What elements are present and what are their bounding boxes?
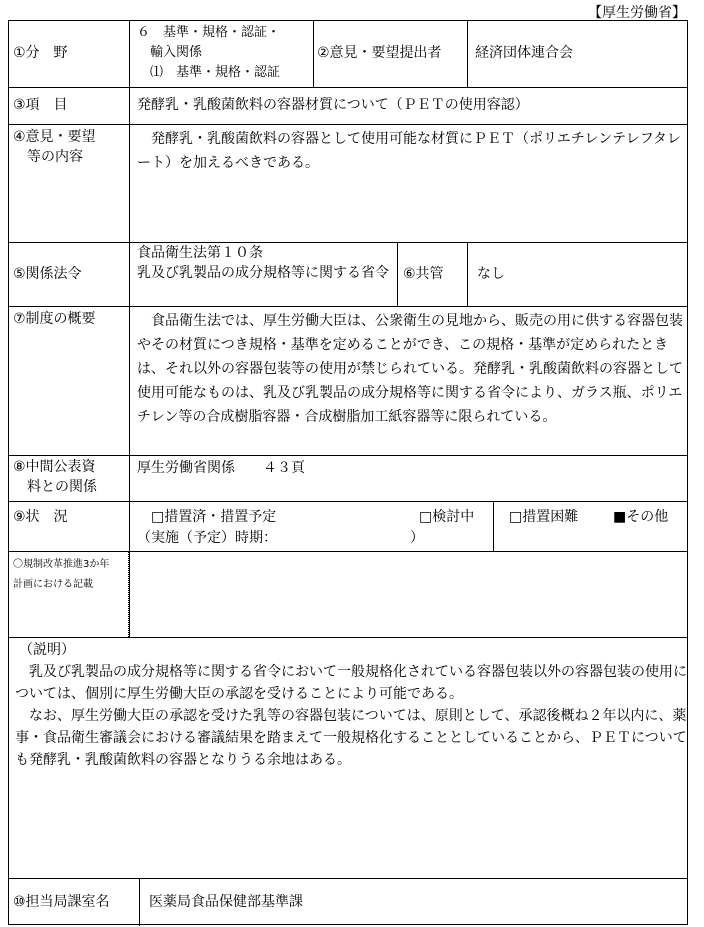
- opinion-value: 発酵乳・乳酸菌飲料の容器として使用可能な材質にＰＥＴ（ポリエチレンテレフタレート）を加えるべきである。: [137, 131, 681, 171]
- status-option-implemented: □措置済・措置予定: [151, 509, 277, 525]
- status-schedule: （実施（予定）時期： ）: [137, 530, 424, 546]
- laws-value: 食品衛生法第１０条 乳及び乳製品の成分規格等に関する省令: [137, 245, 389, 281]
- column-divider: [397, 242, 398, 306]
- field-label: ①分 野: [13, 45, 68, 61]
- opinion-form: [8, 20, 688, 925]
- row-divider: [9, 551, 687, 552]
- explanation-para1: 乳及び乳製品の成分規格等に関する省令において一般規格化されている容器包装以外の容器包装の使用については、個別に厚生労働大臣の承認を受けることにより可能である。: [15, 664, 687, 702]
- row-divider: [9, 124, 687, 125]
- row-divider: [9, 87, 687, 88]
- row-divider: [9, 878, 687, 879]
- status-option-difficult: □措置困難: [509, 509, 579, 525]
- explanation-para2: なお、厚生労働大臣の承認を受けた乳等の容器包装については、原則として、承認後概ね２年以内に、薬事・食品衛生審議会における審議結果を踏まえて一般規格化することとしていることから、ＰＥＴについても発酵乳・乳酸菌飲料の容器となりうる余地はある。: [15, 708, 687, 768]
- field-value: ６ 基準・規格・認証・ 輸入関係 ⑴ 基準・規格・認証: [137, 25, 281, 80]
- column-divider: [313, 21, 314, 87]
- laws-label: ⑤関係法令: [13, 266, 82, 282]
- system-value: 食品衛生法では、厚生労働大臣は、公衆衛生の見地から、販売の用に供する容器包装やその材質につき規格・基準を定めることができ、この規格・基準が定められたときは、それ以外の容器包装等の使用が禁じられている。発酵乳・乳酸菌飲料の容器として使用可能なものは、乳及び乳製品の成分規格等に関する省令により、ガラス瓶、ポリエチレン等の合成樹脂容器・合成樹脂加工紙容器等に限られている。: [137, 313, 683, 425]
- row-divider: [9, 501, 687, 502]
- opinion-label: ④意見・要望 等の内容: [13, 129, 96, 165]
- status-option-other: ■その他: [613, 509, 669, 525]
- explanation-title: （説明）: [19, 642, 75, 658]
- submitter-value: 経済団体連合会: [475, 45, 573, 61]
- column-divider: [493, 501, 494, 551]
- status-label: ⑨状 況: [13, 509, 68, 525]
- label-column-divider: [129, 21, 130, 637]
- office-label: ⑩担当局課室名: [13, 894, 110, 910]
- plan-dotted-divider: [128, 551, 129, 637]
- system-label: ⑦制度の概要: [13, 311, 96, 327]
- item-label: ③項 目: [13, 97, 68, 113]
- jurisdiction-label: ⑥共管: [403, 266, 444, 282]
- row-divider: [9, 306, 687, 307]
- item-value: 発酵乳・乳酸菌飲料の容器材質について（ＰＥＴの使用容認）: [137, 97, 529, 113]
- row-divider: [9, 455, 687, 456]
- column-divider: [467, 21, 468, 87]
- plan-label: 〇規制改革推進3か年 計画における記載: [13, 559, 110, 590]
- column-divider: [467, 242, 468, 306]
- ministry-header: 【厚生労働省】: [588, 5, 686, 21]
- jurisdiction-value: なし: [477, 266, 505, 282]
- office-value: 医薬局食品保健部基準課: [149, 894, 303, 910]
- row-divider: [9, 637, 687, 638]
- submitter-label: ②意見・要望提出者: [317, 45, 442, 61]
- interim-value: 厚生労働省関係 ４３頁: [137, 460, 305, 476]
- column-divider: [139, 878, 140, 926]
- status-option-under-review: □検討中: [419, 509, 475, 525]
- interim-label: ⑧中間公表資 料との関係: [13, 459, 97, 495]
